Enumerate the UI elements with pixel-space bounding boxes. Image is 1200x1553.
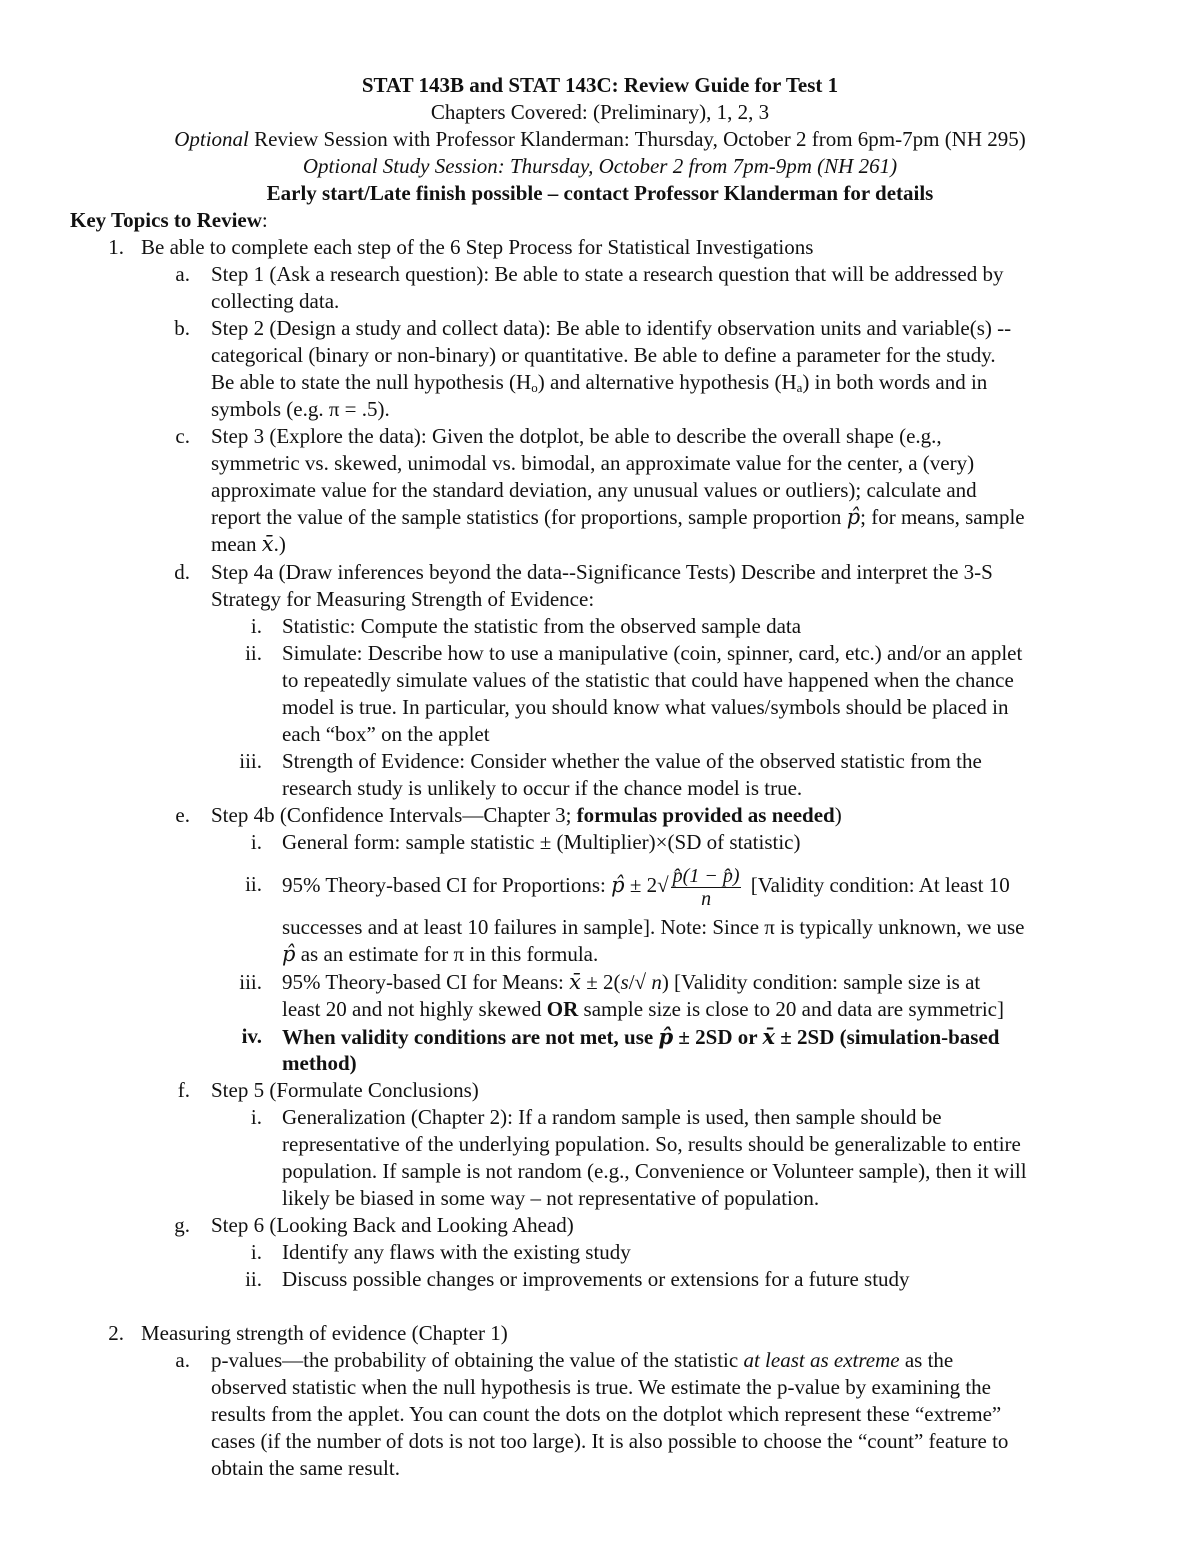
list-marker: b. [174, 316, 190, 340]
pvalue-line5: obtain the same result. [211, 1456, 400, 1480]
list-marker: d. [174, 560, 190, 584]
list-marker: 2. [108, 1321, 124, 1345]
pvalue-line1: p-values—the probability of obtaining the value of the statistic at least as extreme as the [211, 1348, 954, 1372]
list-marker: i. [250, 614, 262, 638]
item-2-text: Measuring strength of evidence (Chapter 1) [141, 1321, 508, 1345]
simulate-line2: to repeatedly simulate values of the statistic that could have happened when the chance [282, 668, 1014, 692]
step6-line: Step 6 (Looking Back and Looking Ahead) [211, 1213, 574, 1237]
review-session-line [0, 126, 1200, 153]
simulate-line4: each “box” on the applet [282, 722, 490, 746]
list-marker: 1. [108, 235, 124, 259]
mean-ci-line1: 95% Theory-based CI for Means: x̄ ± 2(s/√ n) [Validity condition: sample size is at [282, 970, 981, 994]
study-session-line: Optional Study Session: Thursday, October 2 from 7pm-9pm (NH 261) [302, 154, 898, 178]
strength-line1: Strength of Evidence: Consider whether the value of the observed statistic from the [282, 749, 982, 773]
list-marker: ii. [245, 1267, 262, 1291]
strength-line2: research study is unlikely to occur if the chance model is true. [282, 776, 803, 800]
validity-not-met-line1: When validity conditions are not met, use p̂ ± 2SD or x̄ ± 2SD (simulation-based [282, 1024, 1000, 1049]
early-start-note: Early start/Late finish possible – contact Professor Klanderman for details [266, 181, 934, 205]
proportion-ci-line1: 95% Theory-based CI for Proportions: p̂ ± 2√ $\frac{p̂(1 - p̂)}{n}$ [Validity condition: At least 10 [282, 864, 1010, 910]
list-marker: ii. [245, 641, 262, 665]
item-1-text: Be able to complete each step of the 6 Step Process for Statistical Investigations [141, 235, 814, 259]
list-marker: i. [250, 1105, 262, 1129]
chapters-covered: Chapters Covered: (Preliminary), 1, 2, 3 [430, 100, 770, 124]
list-marker: i. [250, 830, 262, 854]
step2-line1: Step 2 (Design a study and collect data): Be able to identify observation units and variable(s) -- [211, 316, 1012, 340]
document-title: STAT 143B and STAT 143C: Review Guide for Test 1 [361, 73, 839, 97]
list-marker: a. [175, 262, 190, 286]
pvalue-line3: results from the applet. You can count the dots on the dotplot which represent these “extreme” [211, 1402, 1002, 1426]
list-marker: iii. [239, 749, 262, 773]
simulate-line3: model is true. In particular, you should know what values/symbols should be placed in [282, 695, 1009, 719]
list-marker: g. [174, 1213, 190, 1237]
generalization-line1: Generalization (Chapter 2): If a random sample is used, then sample should be [282, 1105, 942, 1129]
proportion-ci-line3: p̂ as an estimate for π in this formula. [282, 942, 599, 966]
step5-line: Step 5 (Formulate Conclusions) [211, 1078, 479, 1102]
generalization-line3: population. If sample is not random (e.g., Convenience or Volunteer sample), then it will [282, 1159, 1027, 1183]
step2-line2: categorical (binary or non-binary) or quantitative. Be able to define a parameter for the study. [211, 343, 996, 367]
mean-ci-line2: least 20 and not highly skewed OR sample size is close to 20 and data are symmetric] [282, 997, 1004, 1021]
pvalue-line2: observed statistic when the null hypothesis is true. We estimate the p-value by examining the [211, 1375, 991, 1399]
step4b-line1: Step 4b (Confidence Intervals—Chapter 3; formulas provided as needed) [211, 803, 842, 827]
proportion-ci-line2: successes and at least 10 failures in sample]. Note: Since π is typically unknown, we use [282, 915, 1025, 939]
generalization-line2: representative of the underlying population. So, results should be generalizable to entire [282, 1132, 1021, 1156]
step1-line1: Step 1 (Ask a research question): Be able to state a research question that will be addressed by [211, 262, 1004, 286]
list-marker: iv. [241, 1024, 262, 1048]
list-marker: iii. [239, 970, 262, 994]
statistic-line: Statistic: Compute the statistic from the observed sample data [282, 614, 802, 638]
list-marker: c. [175, 424, 190, 448]
general-form-line: General form: sample statistic ± (Multiplier)×(SD of statistic) [282, 830, 801, 854]
step3-line3: approximate value for the standard deviation, any unusual values or outliers); calculate and [211, 478, 977, 502]
list-marker: ii. [245, 872, 262, 896]
list-marker: f. [177, 1078, 190, 1102]
pvalue-line4: cases (if the number of dots is not too large). It is also possible to choose the “count” feature to [211, 1429, 1009, 1453]
step3-line4: report the value of the sample statistics (for proportions, sample proportion p̂; for means, sample [211, 505, 1025, 529]
proportion-se-fraction: $\frac{p̂(1 - p̂)}{n}$ [672, 864, 740, 910]
improvements-line: Discuss possible changes or improvements or extensions for a future study [282, 1267, 910, 1291]
step2-line3: Be able to state the null hypothesis $(H_o)$ and alternative hypothesis $(H_a)$ in both words and in [211, 370, 988, 395]
simulate-line1: Simulate: Describe how to use a manipulative (coin, spinner, card, etc.) and/or an applet [282, 641, 1023, 665]
optional-label: Optional [174, 127, 249, 151]
list-marker: e. [175, 803, 190, 827]
step3-line5: mean x̄.) [211, 532, 286, 556]
list-marker: i. [250, 1240, 262, 1264]
step4a-line1: Step 4a (Draw inferences beyond the data--Significance Tests) Describe and interpret the 3-S [211, 560, 993, 584]
flaws-line: Identify any flaws with the existing study [282, 1240, 631, 1264]
key-topics-heading: Key Topics to Review: [70, 208, 268, 232]
validity-not-met-line2: method) [282, 1051, 357, 1075]
step3-line2: symmetric vs. skewed, unimodal vs. bimodal, an approximate value for the center, a (very) [211, 451, 975, 475]
step2-line4: symbols (e.g. π = .5). [211, 397, 390, 421]
review-session-text: Review Session with Professor Klanderman: Thursday, October 2 from 6pm-7pm (NH 295) [248, 127, 1026, 151]
step4a-line2: Strategy for Measuring Strength of Evidence: [211, 587, 595, 611]
list-marker: a. [175, 1348, 190, 1372]
generalization-line4: likely be biased in some way – not representative of population. [282, 1186, 820, 1210]
step1-line2: collecting data. [211, 289, 340, 313]
step3-line1: Step 3 (Explore the data): Given the dotplot, be able to describe the overall shape (e.g., [211, 424, 942, 448]
